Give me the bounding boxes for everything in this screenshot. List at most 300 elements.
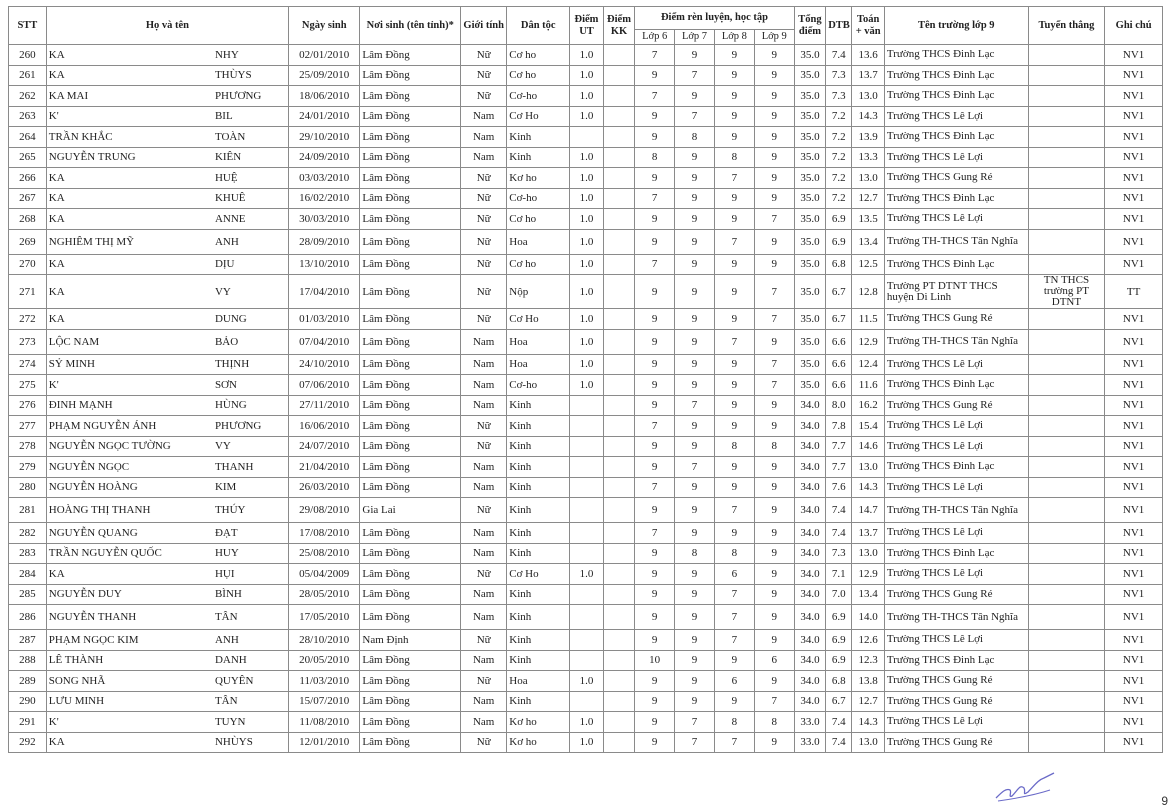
row-school: Trường THCS Đinh Lạc bbox=[884, 188, 1028, 209]
row-grade-9: 9 bbox=[754, 457, 794, 478]
row-ut bbox=[570, 127, 604, 148]
row-direct bbox=[1028, 543, 1105, 564]
row-last-name: NGUYỄN TRUNG bbox=[46, 147, 211, 168]
table-row bbox=[9, 127, 1163, 148]
row-grade-8: 7 bbox=[714, 630, 754, 651]
row-birthplace: Lâm Đồng bbox=[360, 543, 461, 564]
row-direct bbox=[1028, 498, 1105, 523]
row-dtb: 7.2 bbox=[826, 188, 852, 209]
row-math-lit: 15.4 bbox=[852, 416, 885, 437]
row-grade-9: 9 bbox=[754, 254, 794, 275]
table-row bbox=[9, 498, 1163, 523]
row-dtb: 6.9 bbox=[826, 605, 852, 630]
row-grade-8: 9 bbox=[714, 65, 754, 86]
row-grade-8: 6 bbox=[714, 564, 754, 585]
row-grade-8: 9 bbox=[714, 275, 754, 309]
row-ut: 1.0 bbox=[570, 275, 604, 309]
row-grade-6: 9 bbox=[635, 543, 675, 564]
row-dtb: 7.2 bbox=[826, 106, 852, 127]
row-grade-7: 9 bbox=[675, 254, 715, 275]
row-grade-9: 6 bbox=[754, 650, 794, 671]
row-grade-8: 9 bbox=[714, 691, 754, 712]
row-gender: Nữ bbox=[461, 168, 507, 189]
table-row bbox=[9, 147, 1163, 168]
row-grade-9: 9 bbox=[754, 86, 794, 107]
row-gender: Nữ bbox=[461, 254, 507, 275]
row-total: 34.0 bbox=[794, 584, 825, 605]
row-dob: 24/10/2010 bbox=[289, 354, 360, 375]
row-school: Trường THCS Lê Lợi bbox=[884, 209, 1028, 230]
row-note: NV1 bbox=[1105, 329, 1163, 354]
row-ut: 1.0 bbox=[570, 209, 604, 230]
row-grade-6: 9 bbox=[635, 732, 675, 753]
row-ut bbox=[570, 691, 604, 712]
table-row bbox=[9, 229, 1163, 254]
row-grade-6: 9 bbox=[635, 329, 675, 354]
row-school: Trường THCS Đinh Lạc bbox=[884, 457, 1028, 478]
row-math-lit: 14.7 bbox=[852, 498, 885, 523]
row-grade-7: 9 bbox=[675, 354, 715, 375]
table-row bbox=[9, 188, 1163, 209]
row-gender: Nam bbox=[461, 477, 507, 498]
row-total: 34.0 bbox=[794, 416, 825, 437]
row-math-lit: 13.3 bbox=[852, 147, 885, 168]
row-math-lit: 14.0 bbox=[852, 605, 885, 630]
row-grade-6: 9 bbox=[635, 498, 675, 523]
row-first-name: TÂN bbox=[211, 691, 289, 712]
table-row bbox=[9, 395, 1163, 416]
row-dtb: 6.7 bbox=[826, 275, 852, 309]
row-ut: 1.0 bbox=[570, 375, 604, 396]
row-last-name: LƯU MINH bbox=[46, 691, 211, 712]
row-direct bbox=[1028, 630, 1105, 651]
row-ethnicity: Kinh bbox=[507, 584, 570, 605]
table-row bbox=[9, 329, 1163, 354]
row-stt: 273 bbox=[9, 329, 47, 354]
row-school: Trường PT DTNT THCS huyện Di Linh bbox=[884, 275, 1028, 309]
row-dob: 07/04/2010 bbox=[289, 329, 360, 354]
row-total: 34.0 bbox=[794, 523, 825, 544]
row-total: 35.0 bbox=[794, 275, 825, 309]
row-dob: 17/05/2010 bbox=[289, 605, 360, 630]
header-total: Tổng điểm bbox=[794, 7, 825, 45]
row-grade-6: 9 bbox=[635, 605, 675, 630]
row-birthplace: Lâm Đồng bbox=[360, 275, 461, 309]
row-gender: Nam bbox=[461, 605, 507, 630]
row-grade-9: 9 bbox=[754, 416, 794, 437]
row-ut: 1.0 bbox=[570, 564, 604, 585]
row-birthplace: Lâm Đồng bbox=[360, 127, 461, 148]
row-grade-9: 9 bbox=[754, 543, 794, 564]
row-last-name: NGUYỄN HOÀNG bbox=[46, 477, 211, 498]
row-note: NV1 bbox=[1105, 523, 1163, 544]
row-gender: Nam bbox=[461, 354, 507, 375]
row-kk bbox=[603, 523, 634, 544]
row-ethnicity: Cơ Ho bbox=[507, 564, 570, 585]
row-total: 35.0 bbox=[794, 188, 825, 209]
row-birthplace: Lâm Đồng bbox=[360, 147, 461, 168]
row-ut: 1.0 bbox=[570, 229, 604, 254]
header-dtb: DTB bbox=[826, 7, 852, 45]
row-ethnicity: Kơ ho bbox=[507, 168, 570, 189]
row-birthplace: Lâm Đồng bbox=[360, 309, 461, 330]
row-gender: Nữ bbox=[461, 86, 507, 107]
row-first-name: NHY bbox=[211, 45, 289, 66]
row-note: NV1 bbox=[1105, 436, 1163, 457]
row-kk bbox=[603, 86, 634, 107]
table-row bbox=[9, 168, 1163, 189]
row-kk bbox=[603, 229, 634, 254]
row-note: NV1 bbox=[1105, 45, 1163, 66]
row-dtb: 7.8 bbox=[826, 416, 852, 437]
row-direct bbox=[1028, 732, 1105, 753]
row-first-name: BIL bbox=[211, 106, 289, 127]
row-grade-8: 9 bbox=[714, 457, 754, 478]
row-grade-6: 9 bbox=[635, 436, 675, 457]
header-ut: Điểm UT bbox=[570, 7, 604, 45]
row-total: 34.0 bbox=[794, 395, 825, 416]
row-ethnicity: Cơ-ho bbox=[507, 375, 570, 396]
row-dob: 29/08/2010 bbox=[289, 498, 360, 523]
row-grade-8: 7 bbox=[714, 584, 754, 605]
row-kk bbox=[603, 543, 634, 564]
row-grade-9: 9 bbox=[754, 45, 794, 66]
row-ethnicity: Kinh bbox=[507, 127, 570, 148]
row-grade-8: 8 bbox=[714, 712, 754, 733]
row-grade-7: 9 bbox=[675, 477, 715, 498]
row-gender: Nữ bbox=[461, 65, 507, 86]
row-note: NV1 bbox=[1105, 498, 1163, 523]
row-math-lit: 14.6 bbox=[852, 436, 885, 457]
row-dob: 16/02/2010 bbox=[289, 188, 360, 209]
row-kk bbox=[603, 395, 634, 416]
row-school: Trường THCS Lê Lợi bbox=[884, 106, 1028, 127]
row-school: Trường THCS Lê Lợi bbox=[884, 416, 1028, 437]
row-birthplace: Lâm Đồng bbox=[360, 416, 461, 437]
row-ethnicity: Kinh bbox=[507, 457, 570, 478]
row-note: NV1 bbox=[1105, 605, 1163, 630]
row-school: Trường THCS Đinh Lạc bbox=[884, 650, 1028, 671]
row-note: NV1 bbox=[1105, 395, 1163, 416]
row-ut bbox=[570, 477, 604, 498]
page-number: 9 bbox=[1161, 794, 1168, 808]
row-ut: 1.0 bbox=[570, 329, 604, 354]
row-gender: Nữ bbox=[461, 275, 507, 309]
row-dob: 30/03/2010 bbox=[289, 209, 360, 230]
row-note: NV1 bbox=[1105, 630, 1163, 651]
row-ethnicity: Kinh bbox=[507, 395, 570, 416]
row-stt: 283 bbox=[9, 543, 47, 564]
row-last-name: KA bbox=[46, 732, 211, 753]
row-school: Trường THCS Gung Ré bbox=[884, 395, 1028, 416]
row-grade-9: 7 bbox=[754, 309, 794, 330]
row-last-name: KA bbox=[46, 65, 211, 86]
row-last-name: ĐINH MẠNH bbox=[46, 395, 211, 416]
row-direct bbox=[1028, 188, 1105, 209]
row-ethnicity: Kinh bbox=[507, 147, 570, 168]
row-kk bbox=[603, 436, 634, 457]
row-kk bbox=[603, 329, 634, 354]
row-direct bbox=[1028, 168, 1105, 189]
header-kk: Điểm KK bbox=[603, 7, 634, 45]
row-dtb: 6.6 bbox=[826, 375, 852, 396]
row-grade-7: 9 bbox=[675, 375, 715, 396]
row-grade-8: 6 bbox=[714, 671, 754, 692]
row-dob: 21/04/2010 bbox=[289, 457, 360, 478]
row-first-name: HÙNG bbox=[211, 395, 289, 416]
row-math-lit: 14.3 bbox=[852, 712, 885, 733]
row-direct bbox=[1028, 309, 1105, 330]
row-grade-6: 9 bbox=[635, 168, 675, 189]
row-total: 33.0 bbox=[794, 732, 825, 753]
row-note: TT bbox=[1105, 275, 1163, 309]
row-birthplace: Lâm Đồng bbox=[360, 354, 461, 375]
row-ut bbox=[570, 457, 604, 478]
row-first-name: NHÙYS bbox=[211, 732, 289, 753]
row-dob: 03/03/2010 bbox=[289, 168, 360, 189]
row-stt: 274 bbox=[9, 354, 47, 375]
row-grade-7: 7 bbox=[675, 65, 715, 86]
row-ut bbox=[570, 395, 604, 416]
row-math-lit: 13.7 bbox=[852, 65, 885, 86]
row-birthplace: Lâm Đồng bbox=[360, 712, 461, 733]
row-ethnicity: Kinh bbox=[507, 630, 570, 651]
row-math-lit: 12.3 bbox=[852, 650, 885, 671]
row-direct bbox=[1028, 395, 1105, 416]
row-last-name: KA bbox=[46, 275, 211, 309]
row-ethnicity: Cơ ho bbox=[507, 254, 570, 275]
row-kk bbox=[603, 416, 634, 437]
row-math-lit: 12.4 bbox=[852, 354, 885, 375]
row-note: NV1 bbox=[1105, 691, 1163, 712]
row-grade-7: 9 bbox=[675, 671, 715, 692]
row-first-name: BÌNH bbox=[211, 584, 289, 605]
row-kk bbox=[603, 477, 634, 498]
table-row bbox=[9, 732, 1163, 753]
row-direct bbox=[1028, 477, 1105, 498]
row-gender: Nam bbox=[461, 395, 507, 416]
row-dtb: 7.4 bbox=[826, 45, 852, 66]
row-grade-8: 9 bbox=[714, 354, 754, 375]
row-grade-6: 7 bbox=[635, 45, 675, 66]
row-stt: 268 bbox=[9, 209, 47, 230]
row-first-name: HỤI bbox=[211, 564, 289, 585]
row-ethnicity: Hoa bbox=[507, 229, 570, 254]
row-note: NV1 bbox=[1105, 65, 1163, 86]
row-total: 35.0 bbox=[794, 147, 825, 168]
row-last-name: K' bbox=[46, 712, 211, 733]
row-grade-7: 9 bbox=[675, 436, 715, 457]
row-birthplace: Lâm Đồng bbox=[360, 229, 461, 254]
table-row bbox=[9, 209, 1163, 230]
header-gender: Giới tính bbox=[461, 7, 507, 45]
row-grade-6: 9 bbox=[635, 395, 675, 416]
row-total: 34.0 bbox=[794, 436, 825, 457]
row-first-name: TOÀN bbox=[211, 127, 289, 148]
row-dtb: 7.4 bbox=[826, 498, 852, 523]
row-stt: 286 bbox=[9, 605, 47, 630]
row-grade-8: 8 bbox=[714, 147, 754, 168]
row-gender: Nữ bbox=[461, 671, 507, 692]
row-first-name: THANH bbox=[211, 457, 289, 478]
row-first-name: HUỆ bbox=[211, 168, 289, 189]
row-ut bbox=[570, 630, 604, 651]
row-dob: 25/08/2010 bbox=[289, 543, 360, 564]
table-row bbox=[9, 275, 1163, 309]
row-note: NV1 bbox=[1105, 712, 1163, 733]
row-last-name: KA bbox=[46, 45, 211, 66]
row-total: 35.0 bbox=[794, 106, 825, 127]
row-gender: Nam bbox=[461, 712, 507, 733]
header-grade-7: Lớp 7 bbox=[675, 30, 715, 45]
row-dtb: 7.6 bbox=[826, 477, 852, 498]
row-grade-7: 7 bbox=[675, 106, 715, 127]
row-ethnicity: Hoa bbox=[507, 329, 570, 354]
header-name: Họ và tên bbox=[46, 7, 288, 45]
row-birthplace: Lâm Đồng bbox=[360, 436, 461, 457]
row-birthplace: Lâm Đồng bbox=[360, 671, 461, 692]
row-grade-6: 9 bbox=[635, 712, 675, 733]
row-ethnicity: Cơ Ho bbox=[507, 309, 570, 330]
student-list-table bbox=[8, 6, 1163, 753]
row-first-name: SƠN bbox=[211, 375, 289, 396]
row-last-name: PHẠM NGỌC KIM bbox=[46, 630, 211, 651]
header-direct: Tuyển thẳng bbox=[1028, 7, 1105, 45]
row-total: 34.0 bbox=[794, 605, 825, 630]
row-dtb: 6.7 bbox=[826, 309, 852, 330]
row-gender: Nữ bbox=[461, 732, 507, 753]
row-math-lit: 13.0 bbox=[852, 168, 885, 189]
row-school: Trường THCS Đinh Lạc bbox=[884, 45, 1028, 66]
row-note: NV1 bbox=[1105, 354, 1163, 375]
row-total: 35.0 bbox=[794, 209, 825, 230]
row-gender: Nữ bbox=[461, 188, 507, 209]
row-dtb: 8.0 bbox=[826, 395, 852, 416]
row-note: NV1 bbox=[1105, 106, 1163, 127]
row-kk bbox=[603, 309, 634, 330]
table-row bbox=[9, 354, 1163, 375]
row-school: Trường THCS Gung Ré bbox=[884, 691, 1028, 712]
row-kk bbox=[603, 498, 634, 523]
header-grade-8: Lớp 8 bbox=[714, 30, 754, 45]
row-grade-9: 7 bbox=[754, 209, 794, 230]
row-grade-9: 9 bbox=[754, 630, 794, 651]
row-gender: Nam bbox=[461, 106, 507, 127]
row-dob: 29/10/2010 bbox=[289, 127, 360, 148]
row-total: 34.0 bbox=[794, 498, 825, 523]
row-total: 34.0 bbox=[794, 650, 825, 671]
row-kk bbox=[603, 65, 634, 86]
row-last-name: TRẦN KHẮC bbox=[46, 127, 211, 148]
row-dtb: 6.7 bbox=[826, 691, 852, 712]
row-grade-8: 9 bbox=[714, 395, 754, 416]
row-dtb: 7.2 bbox=[826, 168, 852, 189]
row-dtb: 7.2 bbox=[826, 147, 852, 168]
row-grade-6: 9 bbox=[635, 127, 675, 148]
row-kk bbox=[603, 168, 634, 189]
row-total: 35.0 bbox=[794, 168, 825, 189]
row-direct bbox=[1028, 712, 1105, 733]
row-total: 34.0 bbox=[794, 477, 825, 498]
row-ut: 1.0 bbox=[570, 732, 604, 753]
row-gender: Nữ bbox=[461, 498, 507, 523]
row-stt: 269 bbox=[9, 229, 47, 254]
row-gender: Nam bbox=[461, 584, 507, 605]
row-total: 35.0 bbox=[794, 309, 825, 330]
row-kk bbox=[603, 691, 634, 712]
header-note: Ghi chú bbox=[1105, 7, 1163, 45]
row-grade-8: 7 bbox=[714, 168, 754, 189]
row-grade-7: 7 bbox=[675, 457, 715, 478]
row-grade-9: 9 bbox=[754, 147, 794, 168]
row-dob: 12/01/2010 bbox=[289, 732, 360, 753]
row-direct bbox=[1028, 564, 1105, 585]
table-row bbox=[9, 650, 1163, 671]
row-last-name: KA bbox=[46, 188, 211, 209]
row-total: 35.0 bbox=[794, 45, 825, 66]
row-direct bbox=[1028, 671, 1105, 692]
row-grade-7: 9 bbox=[675, 309, 715, 330]
row-dob: 26/03/2010 bbox=[289, 477, 360, 498]
row-grade-6: 9 bbox=[635, 457, 675, 478]
row-direct bbox=[1028, 605, 1105, 630]
header-stt: STT bbox=[9, 7, 47, 45]
row-grade-8: 7 bbox=[714, 229, 754, 254]
row-first-name: PHƯƠNG bbox=[211, 416, 289, 437]
row-dtb: 6.9 bbox=[826, 650, 852, 671]
row-grade-8: 7 bbox=[714, 605, 754, 630]
row-note: NV1 bbox=[1105, 375, 1163, 396]
row-total: 35.0 bbox=[794, 254, 825, 275]
row-ethnicity: Nộp bbox=[507, 275, 570, 309]
row-math-lit: 14.3 bbox=[852, 106, 885, 127]
row-total: 35.0 bbox=[794, 329, 825, 354]
row-dob: 24/01/2010 bbox=[289, 106, 360, 127]
row-last-name: NGHIÊM THỊ MỸ bbox=[46, 229, 211, 254]
row-grade-9: 9 bbox=[754, 395, 794, 416]
row-grade-8: 7 bbox=[714, 498, 754, 523]
row-first-name: KIM bbox=[211, 477, 289, 498]
row-math-lit: 12.8 bbox=[852, 275, 885, 309]
row-grade-9: 7 bbox=[754, 354, 794, 375]
row-stt: 279 bbox=[9, 457, 47, 478]
row-birthplace: Lâm Đồng bbox=[360, 584, 461, 605]
row-last-name: K' bbox=[46, 106, 211, 127]
row-direct bbox=[1028, 436, 1105, 457]
row-school: Trường THCS Lê Lợi bbox=[884, 436, 1028, 457]
row-last-name: HOÀNG THỊ THANH bbox=[46, 498, 211, 523]
row-grade-7: 9 bbox=[675, 416, 715, 437]
row-ethnicity: Hoa bbox=[507, 671, 570, 692]
row-grade-6: 7 bbox=[635, 86, 675, 107]
row-grade-6: 7 bbox=[635, 188, 675, 209]
row-math-lit: 13.6 bbox=[852, 45, 885, 66]
row-note: NV1 bbox=[1105, 147, 1163, 168]
row-stt: 263 bbox=[9, 106, 47, 127]
table-row bbox=[9, 584, 1163, 605]
row-ut bbox=[570, 498, 604, 523]
row-dob: 24/07/2010 bbox=[289, 436, 360, 457]
row-ut bbox=[570, 605, 604, 630]
row-first-name: PHƯƠNG bbox=[211, 86, 289, 107]
row-kk bbox=[603, 275, 634, 309]
row-note: NV1 bbox=[1105, 650, 1163, 671]
row-grade-8: 9 bbox=[714, 309, 754, 330]
row-stt: 292 bbox=[9, 732, 47, 753]
row-last-name: KA bbox=[46, 309, 211, 330]
row-gender: Nữ bbox=[461, 564, 507, 585]
row-ethnicity: Cơ ho bbox=[507, 65, 570, 86]
